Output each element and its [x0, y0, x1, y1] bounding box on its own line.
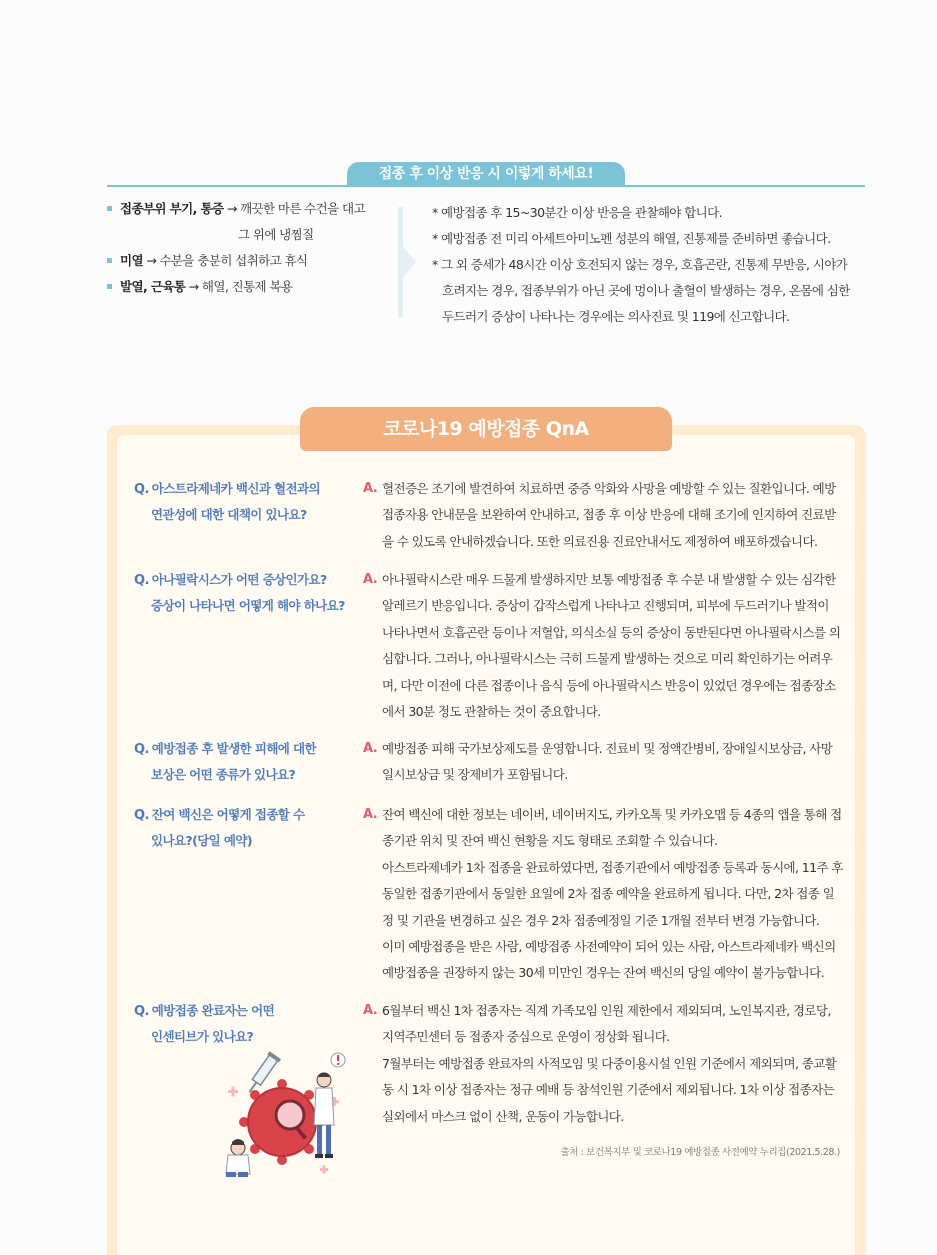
- arrow-glyph: →: [142, 253, 160, 268]
- question-2: [134, 567, 359, 618]
- bullet-item: [107, 252, 407, 269]
- question-text-cont: 인센티브가 있나요?: [151, 1029, 254, 1044]
- a-mark: A.: [363, 481, 378, 496]
- answer-text: 아나필락시스란 매우 드물게 발생하지만 보통 예방접종 후 수분 내 발생할 수 있는 심각한 알레르기 반응입니다. 증상이 갑작스럽게 나타나고 진행되며, 피부에 두드러기나 발적이 나타나면서 호흡곤란 등이나 저혈압, 의식소실 등의 증상이 동반된다면 아나필락시스를 의심합니다. 그러나, 아나필락시스는 극히 드물게 발생하는 것으로 미리 확인하기는 어려우며, 다만 이전에 다른 접종이나 음식 등에 아나필락시스 반응이 있었던 경우에는 접종장소에서 30분 정도 관찰하는 것이 중요합니다.: [382, 572, 841, 720]
- a-mark: A.: [363, 807, 378, 822]
- arrow-glyph: →: [223, 201, 241, 216]
- question-1: [134, 476, 359, 527]
- answer-5: [363, 998, 843, 1130]
- answer-text: 6월부터 백신 1차 접종자는 직계 가족모임 인원 제한에서 제외되며, 노인복지관, 경로당, 지역주민센터 등 접종자 중심으로 운영이 정상화 됩니다.: [382, 1003, 831, 1045]
- adverse-reaction-bullets: [107, 200, 407, 304]
- answer-text: 예방접종 피해 국가보상제도를 운영합니다. 진료비 및 정액간병비, 장애일시보상금, 사망일시보상금 및 장제비가 포함됩니다.: [382, 741, 833, 783]
- bullet-text: 수분을 충분히 섭취하고 휴식: [159, 253, 308, 268]
- a-mark: A.: [363, 1003, 378, 1018]
- question-text: 아스트라제네카 백신과 혈전과의: [151, 481, 320, 496]
- q-mark: Q.: [134, 742, 149, 757]
- question-text-cont: 있나요?(당일 예약): [151, 833, 252, 848]
- note-line: * 그 외 증세가 48시간 이상 호전되지 않는 경우, 호흡곤란, 진통제 무반응, 시야가: [432, 257, 848, 272]
- bullet-term: 접종부위 부기, 통증: [120, 201, 224, 216]
- question-5: [134, 998, 359, 1049]
- answer-text: 이미 예방접종을 받은 사람, 예방접종 사전예약이 되어 있는 사람, 아스트라제네카 백신의 예방접종을 권장하지 않는 30세 미만인 경우는 잔여 백신의 당일 예약이 불가능합니다.: [382, 939, 836, 981]
- question-4: [134, 802, 359, 853]
- q-mark: Q.: [134, 808, 149, 823]
- q-mark: Q.: [134, 573, 149, 588]
- answer-text: 7월부터는 예방접종 완료자의 사적모임 및 다중이용시설 인원 기준에서 제외되며, 종교활동 시 1차 이상 접종자는 정규 예배 등 참석인원 기준에서 제외됩니다. 1차 이상 접종자는 실외에서 마스크 없이 산책, 운동이 가능합니다.: [382, 1055, 837, 1124]
- bullet-item: [107, 200, 407, 243]
- q-mark: Q.: [134, 1004, 149, 1019]
- bullet-text: 깨끗한 마른 수건을 대고: [240, 201, 365, 216]
- bullet-text: 해열, 진통제 복용: [201, 279, 293, 294]
- note-line-cont: 흐려지는 경우, 접종부위가 아닌 곳에 멍이나 출혈이 발생하는 경우, 온몸에 심한: [442, 283, 850, 298]
- bullet-term: 발열, 근육통: [120, 279, 186, 294]
- question-text: 예방접종 완료자는 어떤: [151, 1003, 275, 1018]
- question-text-cont: 증상이 나타나면 어떻게 해야 하나요?: [151, 598, 345, 613]
- arrow-glyph: →: [185, 279, 202, 294]
- bullet-item: [107, 278, 407, 295]
- question-text: 잔여 백신은 어떻게 접종할 수: [151, 807, 305, 822]
- adverse-reaction-notes: [432, 200, 870, 330]
- a-mark: A.: [363, 572, 378, 587]
- question-text: 예방접종 후 발생한 피해에 대한: [151, 741, 316, 756]
- answer-text: 아스트라제네카 1차 접종을 완료하였다면, 접종기관에서 예방접종 등록과 동시에, 11주 후 동일한 접종기관에서 동일한 요일에 2차 접종 예약을 완료하게 됩니다. 다만, 2차 접종 일정 및 기관을 변경하고 싶은 경우 2차 접종예정일 기준 1개월 전부터 변경 가능합니다.: [382, 859, 843, 928]
- virus-doctors-illustration-icon: [220, 1050, 350, 1180]
- q-mark: Q.: [134, 482, 149, 497]
- qna-title: 코로나19 예방접종 QnA: [300, 407, 672, 451]
- bullet-term: 미열: [120, 253, 143, 268]
- question-text-cont: 연관성에 대한 대책이 있나요?: [151, 507, 307, 522]
- question-text: 아나필락시스가 어떤 증상인가요?: [151, 572, 327, 587]
- source-citation: 출처 : 보건복지부 및 코로나19 예방접종 사전예약 누리집(2021.5.28.): [560, 1147, 840, 1158]
- bullet-text-cont: 그 위에 냉찜질: [238, 227, 314, 242]
- answer-3: [363, 736, 843, 789]
- question-text-cont: 보상은 어떤 종류가 있나요?: [151, 767, 296, 782]
- note-line-cont: 두드러기 증상이 나타나는 경우에는 의사진료 및 119에 신고합니다.: [442, 309, 790, 324]
- chevron-right-icon: [396, 207, 418, 317]
- answer-text: 잔여 백신에 대한 정보는 네이버, 네이버지도, 카카오톡 및 카카오맵 등 4종의 앱을 통해 접종기관 위치 및 잔여 백신 현황을 지도 형태로 조회할 수 있습니다.: [382, 807, 842, 849]
- answer-2: [363, 567, 843, 725]
- section-divider: [107, 185, 865, 187]
- a-mark: A.: [363, 741, 378, 756]
- note-line: * 예방접종 후 15~30분간 이상 반응을 관찰해야 합니다.: [432, 205, 722, 220]
- note-line: * 예방접종 전 미리 아세트아미노펜 성분의 해열, 진통제를 준비하면 좋습니다.: [432, 231, 831, 246]
- answer-1: [363, 476, 843, 555]
- answer-text: 혈전증은 조기에 발견하여 치료하면 중증 악화와 사망을 예방할 수 있는 질환입니다. 예방접종자용 안내문을 보완하여 안내하고, 접종 후 이상 반응에 대해 조기에 인지하여 진료받을 수 있도록 안내하겠습니다. 또한 의료진용 진료안내서도 제정하여 배포하겠습니다.: [382, 481, 836, 549]
- question-3: [134, 736, 359, 787]
- answer-4: [363, 802, 843, 987]
- section-title-adverse-reaction: 접종 후 이상 반응 시 이렇게 하세요!: [347, 162, 625, 186]
